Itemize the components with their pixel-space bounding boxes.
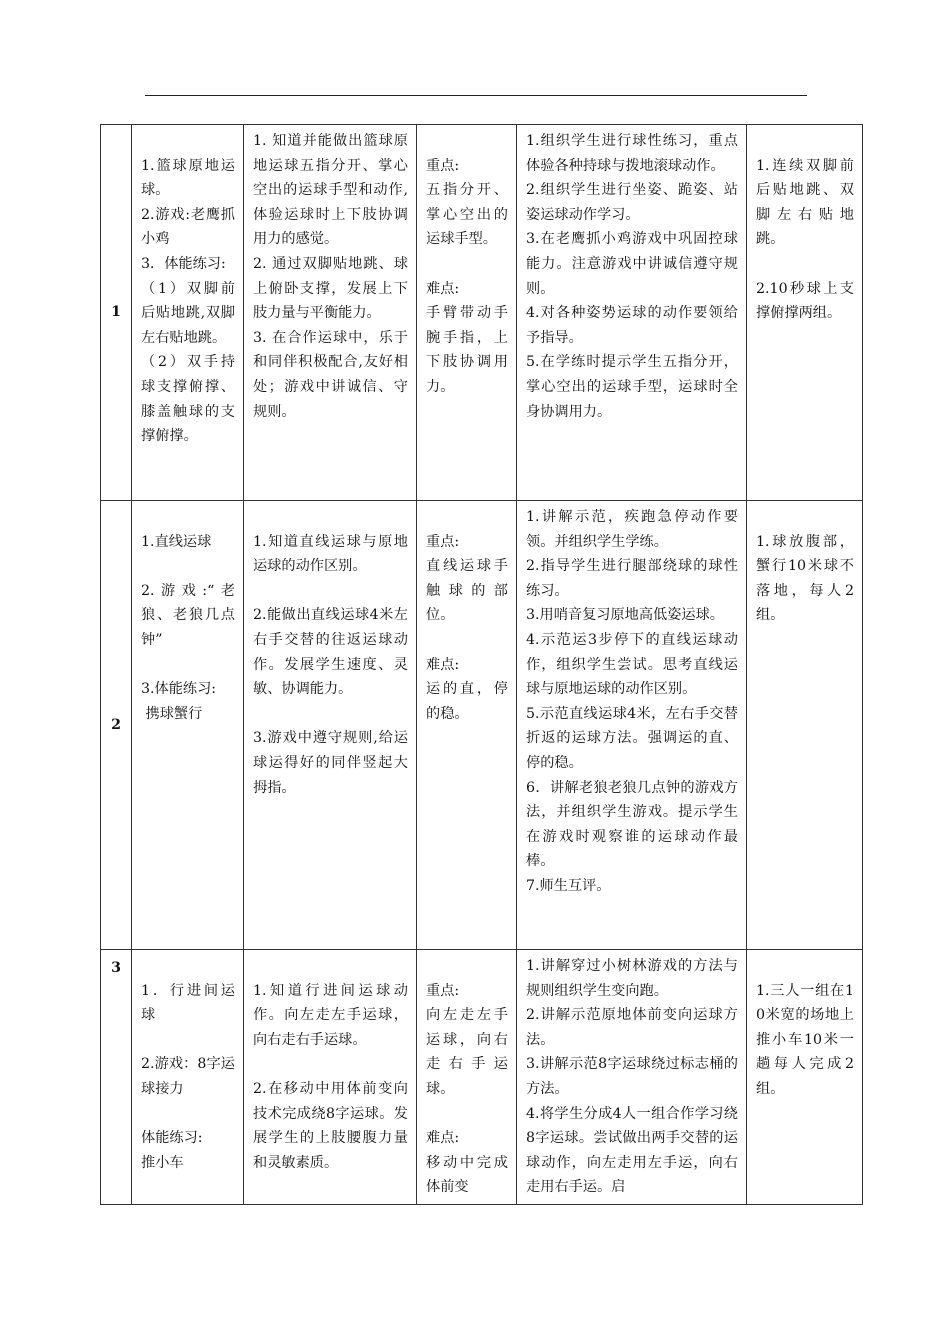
lesson-row-1 xyxy=(101,125,863,501)
content-text: 1．行进间运球 2.游戏：8字运球接力 体能练习: 推小车 xyxy=(141,982,235,1171)
key-points-cell xyxy=(417,501,517,950)
exercise-cell xyxy=(747,125,863,501)
exercise-cell xyxy=(747,501,863,950)
methods-cell xyxy=(517,950,747,1205)
methods-text: 1.组织学生进行球性练习，重点体验各种持球与拨地滚球动作。 2.组织学生进行坐姿、跪姿、站姿运球动作学习。 3.在老鹰抓小鸡游戏中巩固控球能力。注意游戏中讲诚信遵守规则。 4.对各种姿势运球的动作要领给予指导。 5.在学练时提示学生五指分开，掌心空出的运球手型，运球时全身协调用力。 xyxy=(526,133,738,420)
content-text: 1.篮球原地运球。 2.游戏:老鹰抓小鸡 3．体能练习: （1）双脚前后贴地跳,双脚左右贴地跳。 （2）双手持球支撑俯撑、膝盖触球的支撑俯撑。 xyxy=(141,157,235,445)
methods-text: 1.讲解示范，疾跑急停动作要领。并组织学生学练。 2.指导学生进行腿部绕球的球性练习。 3.用哨音复习原地高低姿运球。 4.示范运3步停下的直线运球动作，组织学生尝试。思考直线运球与原地运球的动作区别。 5.示范直线运球4米，左右手交替折返的运球方法。强调运的直、停的稳。 6．讲解老狼老狼几点钟的游戏方法，并组织学生游戏。提示学生在游戏时观察谁的运球动作最棒。 7.师生互评。 xyxy=(526,509,738,894)
lesson-number: 3 xyxy=(111,960,121,976)
key-points-cell xyxy=(417,950,517,1205)
content-cell xyxy=(132,950,244,1205)
methods-text: 1.讲解穿过小树林游戏的方法与规则组织学生变向跑。 2.讲解示范原地体前变向运球方法。 3.讲解示范8字运球绕过标志桶的方法。 4.将学生分成4人一组合作学习绕8字运球。尝试做出两手交替的运球动作，向左走用左手运，向右走用右手运。启 xyxy=(526,958,738,1196)
exercise-cell xyxy=(747,950,863,1205)
lesson-number: 2 xyxy=(111,716,121,733)
objectives-text: 1.知道直线运球与原地运球的动作区别。 2.能做出直线运球4米左右手交替的往返运球动作。发展学生速度、灵敏、协调能力。 3.游戏中遵守规则,给运球运得好的同伴竖起大拇指。 xyxy=(253,533,408,796)
exercise-text: 1.三人一组在10米宽的场地上推小车10米一趟每人完成2组。 xyxy=(756,982,854,1097)
content-cell xyxy=(132,125,244,501)
lesson-plan-table xyxy=(100,124,863,1205)
objectives-cell xyxy=(244,501,417,950)
lesson-number-cell xyxy=(101,501,132,950)
key-points-text: 重点: 向左走左手运球，向右走右手运球。 难点: 移动中完成体前变 xyxy=(426,982,508,1196)
key-points-text: 重点: 直线运球手触球的部位。 难点: 运的直，停的稳。 xyxy=(426,533,508,722)
objectives-cell xyxy=(244,950,417,1205)
lesson-number: 1 xyxy=(111,304,121,321)
key-points-cell xyxy=(417,125,517,501)
header-rule xyxy=(145,95,807,96)
lesson-number-cell xyxy=(101,950,132,1205)
content-text: 1.直线运球 2.游戏:“老狼、老狼几点钟” 3.体能练习: 携球蟹行 xyxy=(141,533,235,722)
exercise-text: 1.连续双脚前后贴地跳、双脚左右贴地跳。 2.10秒球上支撑俯撑两组。 xyxy=(756,157,854,322)
exercise-text: 1.球放腹部，蟹行10米球不落地，每人2组。 xyxy=(756,533,854,624)
lesson-number-cell xyxy=(101,125,132,501)
methods-cell xyxy=(517,501,747,950)
content-cell xyxy=(132,501,244,950)
objectives-cell xyxy=(244,125,417,501)
methods-cell xyxy=(517,125,747,501)
key-points-text: 重点: 五指分开、掌心空出的运球手型。 难点: 手臂带动手腕手指，上下肢协调用力。 xyxy=(426,157,508,395)
lesson-row-2 xyxy=(101,501,863,950)
lesson-row-3 xyxy=(101,950,863,1205)
objectives-text: 1. 知道并能做出篮球原地运球五指分开、掌心空出的运球手型和动作,体验运球时上下肢协调用力的感觉。 2. 通过双脚贴地跳、球上俯卧支撑，发展上下肢力量与平衡能力。 3. 在合作运球中，乐于和同伴积极配合,友好相处；游戏中讲诚信、守规则。 xyxy=(253,133,408,420)
objectives-text: 1.知道行进间运球动作。向左走左手运球，向右走右手运球。 2.在移动中用体前变向技术完成绕8字运球。发展学生的上肢腰腹力量和灵敏素质。 xyxy=(253,982,408,1171)
